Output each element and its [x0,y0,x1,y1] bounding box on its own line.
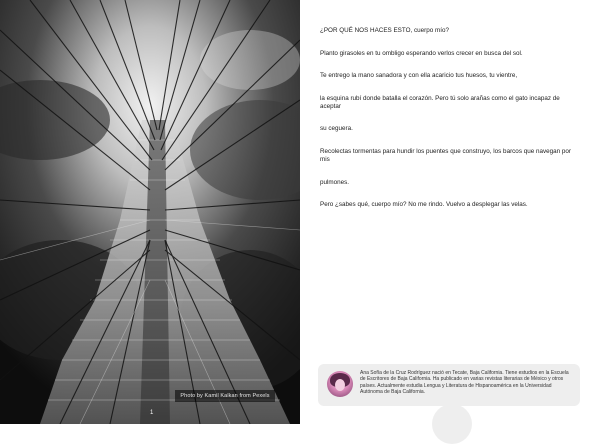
poem-line: su ceguera. [320,125,353,133]
author-avatar [327,371,353,397]
poem-line: la esquina rubí donde batalla el corazón. Pero tú solo arañas como el gato incapaz de aceptar [320,94,560,110]
poem-line: Planto girasoles en tu ombligo esperando verlos crecer en busca del sol. [320,49,523,57]
page-tab-circle [432,404,472,444]
page-number: 1 [150,410,154,416]
author-bio-text: Ana Sofía de la Cruz Rodríguez nació en Tecate, Baja California. Tiene estudios en la Escuela de Escritores de Baja California. Ha publicado en varias revistas literarias de México y otros países. Actualmente estudia Lengua y Literatura de Hispanoamérica en la Universidad Autónoma de Baja California. [360,370,569,395]
poem-line: Te entrego la mano sanadora y con ella acaricio tus huesos, tu vientre, [320,72,518,80]
poem-line: pulmones. [320,178,350,186]
photo-credit: Photo by Kamil Kalkan from Pexels [175,390,275,402]
author-bio-box [318,364,580,406]
poem-text [320,27,572,224]
bridge-photo [0,0,300,424]
bridge-tower-illustration [0,0,300,424]
poem-line: ¿POR QUÉ NOS HACES ESTO, cuerpo mío? [320,27,450,34]
poem-line: Pero ¿sabes qué, cuerpo mío? No me rindo. Vuelvo a desplegar las velas. [320,201,528,209]
poem-line: Recolectas tormentas para hundir los puentes que construyo, los barcos que navegan por mis [320,147,571,163]
